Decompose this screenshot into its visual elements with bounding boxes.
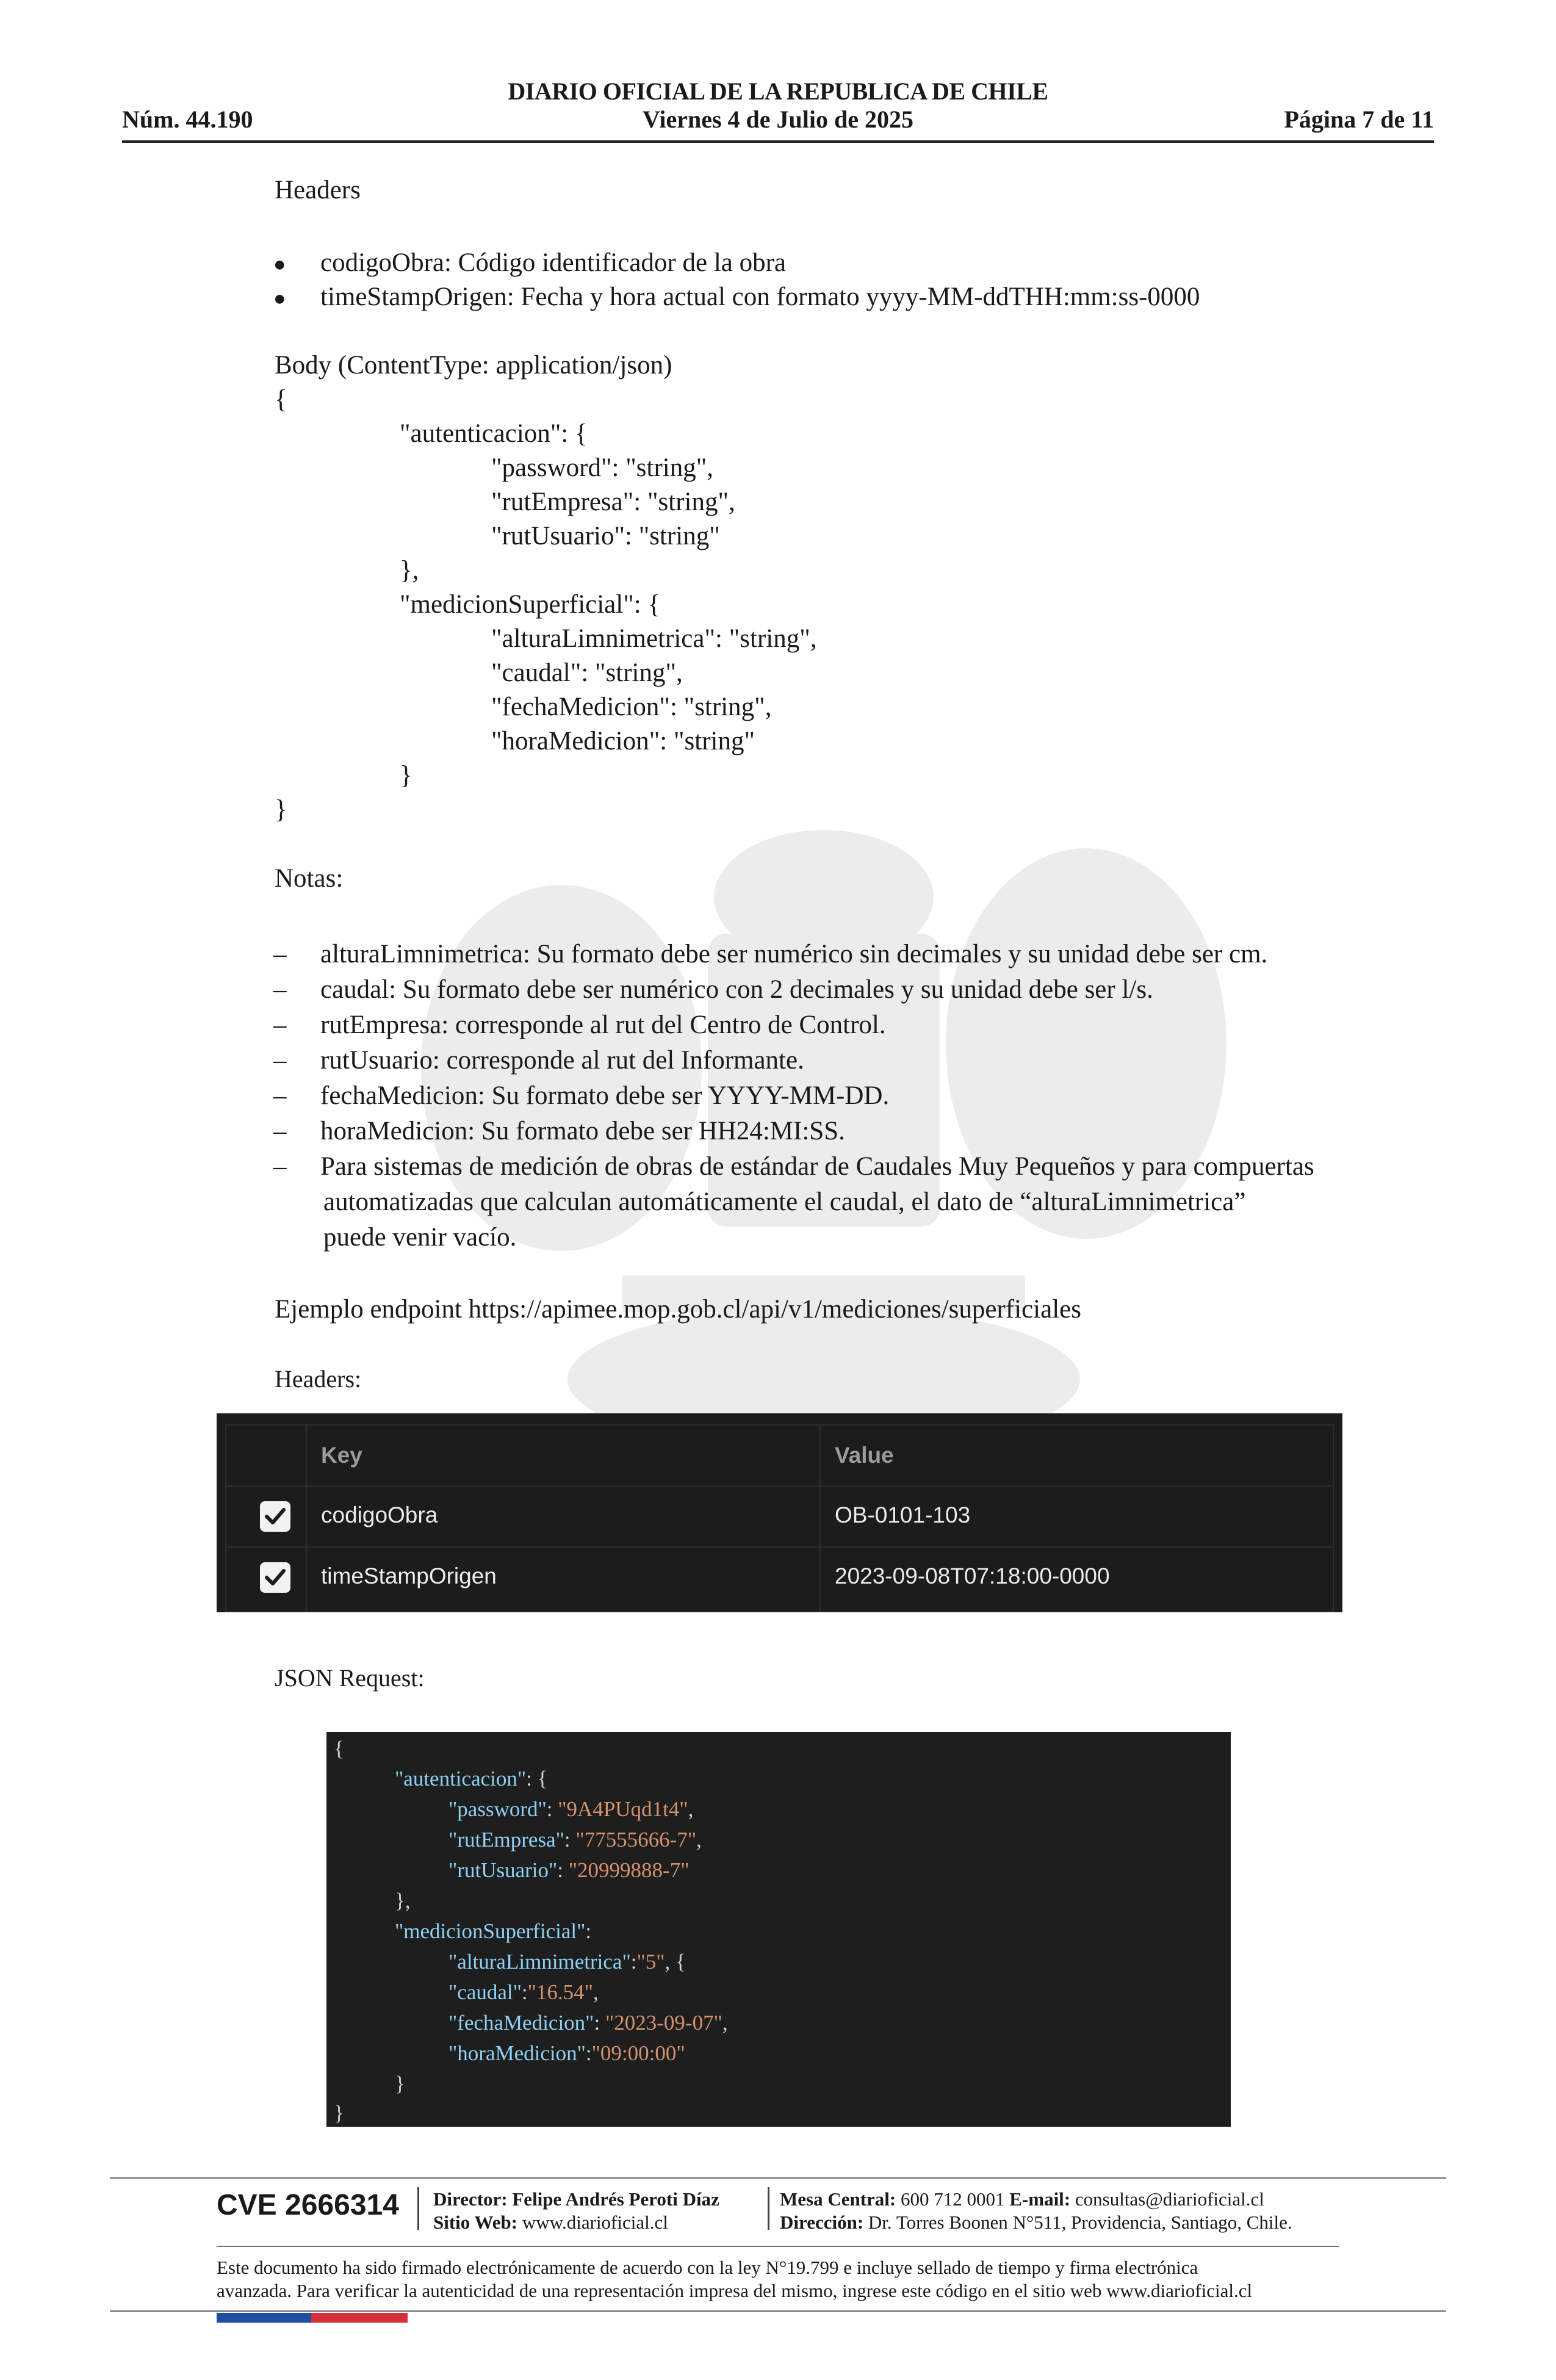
code-line: { [334, 1737, 344, 1761]
note-item-continuation: puede venir vacío. [323, 1223, 517, 1252]
bullet-icon: ● [273, 287, 286, 310]
checkmark-icon [264, 1567, 287, 1588]
header-key-cell[interactable]: timeStampOrigen [321, 1563, 497, 1588]
code-line: } [334, 2101, 344, 2125]
body-line: "autenticacion": { [400, 419, 588, 448]
body-line: }, [400, 556, 419, 585]
bullet-icon: ● [273, 253, 286, 276]
header-item: codigoObra: Código identificador de la obra [320, 248, 787, 277]
body-line: "horaMedicion": "string" [491, 727, 755, 755]
header-divider [122, 140, 1434, 143]
note-item: alturaLimnimetrica: Su formato debe ser numérico sin decimales y su unidad debe ser cm. [320, 940, 1268, 968]
flag-bar-red [311, 2313, 408, 2323]
footer-divider [110, 2177, 1446, 2179]
website-link[interactable]: www.diarioficial.cl [522, 2212, 668, 2233]
row-checkbox[interactable] [260, 1562, 290, 1593]
code-line: "caudal":"16.54", [448, 1980, 599, 2004]
code-line: }, [395, 1889, 411, 1913]
json-request-label: JSON Request: [275, 1664, 425, 1692]
code-line: "autenticacion": { [395, 1767, 548, 1790]
issue-number: Núm. 44.190 [122, 106, 253, 133]
note-item: Para sistemas de medición de obras de estándar de Caudales Muy Pequeños y para compuertas [320, 1152, 1314, 1181]
example-endpoint: Ejemplo endpoint https://apimee.mop.gob.cl/api/v1/mediciones/superficiales [275, 1295, 1081, 1324]
code-line: "alturaLimnimetrica":"5", { [448, 1950, 686, 1974]
header-value-cell[interactable]: OB-0101-103 [835, 1502, 971, 1527]
body-line: } [400, 761, 412, 790]
row-checkbox[interactable] [260, 1501, 290, 1532]
footer-address: Dirección: Dr. Torres Boonen N°511, Providencia, Santiago, Chile. [780, 2212, 1292, 2233]
body-line: } [275, 795, 287, 824]
headers-heading: Headers [275, 176, 361, 204]
dash-marker: – [273, 1117, 287, 1145]
code-line: "rutEmpresa": "77555666-7", [448, 1828, 702, 1852]
column-header-key[interactable]: Key [321, 1443, 362, 1468]
page-number: Página 7 de 11 [1284, 106, 1434, 133]
dash-marker: – [273, 940, 287, 968]
body-heading: Body (ContentType: application/json) [275, 351, 672, 380]
dash-marker: – [273, 975, 287, 1004]
headers-table [217, 1413, 1342, 1612]
body-line: "caudal": "string", [491, 658, 683, 687]
body-line: { [275, 385, 287, 414]
body-line: "fechaMedicion": "string", [491, 693, 772, 721]
note-item: rutEmpresa: corresponde al rut del Centro de Control. [320, 1011, 886, 1039]
body-line: "medicionSuperficial": { [400, 590, 661, 619]
note-item-continuation: automatizadas que calculan automáticamente el caudal, el dato de “alturaLimnimetrica” [323, 1188, 1246, 1216]
dash-marker: – [273, 1152, 287, 1181]
code-line: "fechaMedicion": "2023-09-07", [448, 2011, 728, 2035]
column-header-value[interactable]: Value [835, 1443, 894, 1468]
code-line: "rutUsuario": "20999888-7" [448, 1858, 690, 1882]
dash-marker: – [273, 1011, 287, 1039]
code-line: "horaMedicion":"09:00:00" [448, 2041, 685, 2065]
footer-website: Sitio Web: www.diarioficial.cl [433, 2212, 668, 2233]
legal-notice: avanzada. Para verificar la autenticidad de una representación impresa del mismo, ingrese este código en el sitio web www.diarioficial.cl [217, 2280, 1253, 2301]
note-item: horaMedicion: Su formato debe ser HH24:MI:SS. [320, 1117, 845, 1145]
dash-marker: – [273, 1046, 287, 1075]
footer-contact: Mesa Central: 600 712 0001 E-mail: consultas@diarioficial.cl [780, 2188, 1264, 2210]
json-request-code-block [326, 1732, 1231, 2127]
publication-title: DIARIO OFICIAL DE LA REPUBLICA DE CHILE [508, 78, 1048, 105]
code-line: "password": "9A4PUqd1t4", [448, 1797, 694, 1821]
checkmark-icon [264, 1506, 287, 1527]
header-value-cell[interactable]: 2023-09-08T07:18:00-0000 [835, 1563, 1110, 1588]
flag-bar-blue [217, 2313, 311, 2323]
cve-code: CVE 2666314 [217, 2189, 399, 2221]
table-header-row [226, 1426, 1333, 1487]
note-item: fechaMedicion: Su formato debe ser YYYY-MM-DD. [320, 1081, 890, 1110]
body-line: "alturaLimnimetrica": "string", [491, 624, 817, 653]
body-line: "rutEmpresa": "string", [491, 488, 735, 516]
footer-director: Director: Felipe Andrés Peroti Díaz [433, 2188, 719, 2210]
headers-label: Headers: [275, 1365, 362, 1393]
header-key-cell[interactable]: codigoObra [321, 1502, 438, 1527]
code-line: } [395, 2072, 405, 2096]
notes-heading: Notas: [275, 864, 344, 893]
note-item: rutUsuario: corresponde al rut del Informante. [320, 1046, 804, 1075]
email-link[interactable]: consultas@diarioficial.cl [1075, 2188, 1264, 2210]
legal-notice: Este documento ha sido firmado electrónicamente de acuerdo con la ley N°19.799 e incluye sellado de tiempo y firma electrónica [217, 2257, 1198, 2278]
note-item: caudal: Su formato debe ser numérico con 2 decimales y su unidad debe ser l/s. [320, 975, 1153, 1004]
body-line: "rutUsuario": "string" [491, 522, 720, 550]
header-item: timeStampOrigen: Fecha y hora actual con formato yyyy-MM-ddTHH:mm:ss-0000 [320, 283, 1200, 311]
code-line: "medicionSuperficial": [395, 1919, 592, 1943]
issue-date: Viernes 4 de Julio de 2025 [642, 106, 914, 133]
dash-marker: – [273, 1081, 287, 1110]
body-line: "password": "string", [491, 453, 714, 482]
